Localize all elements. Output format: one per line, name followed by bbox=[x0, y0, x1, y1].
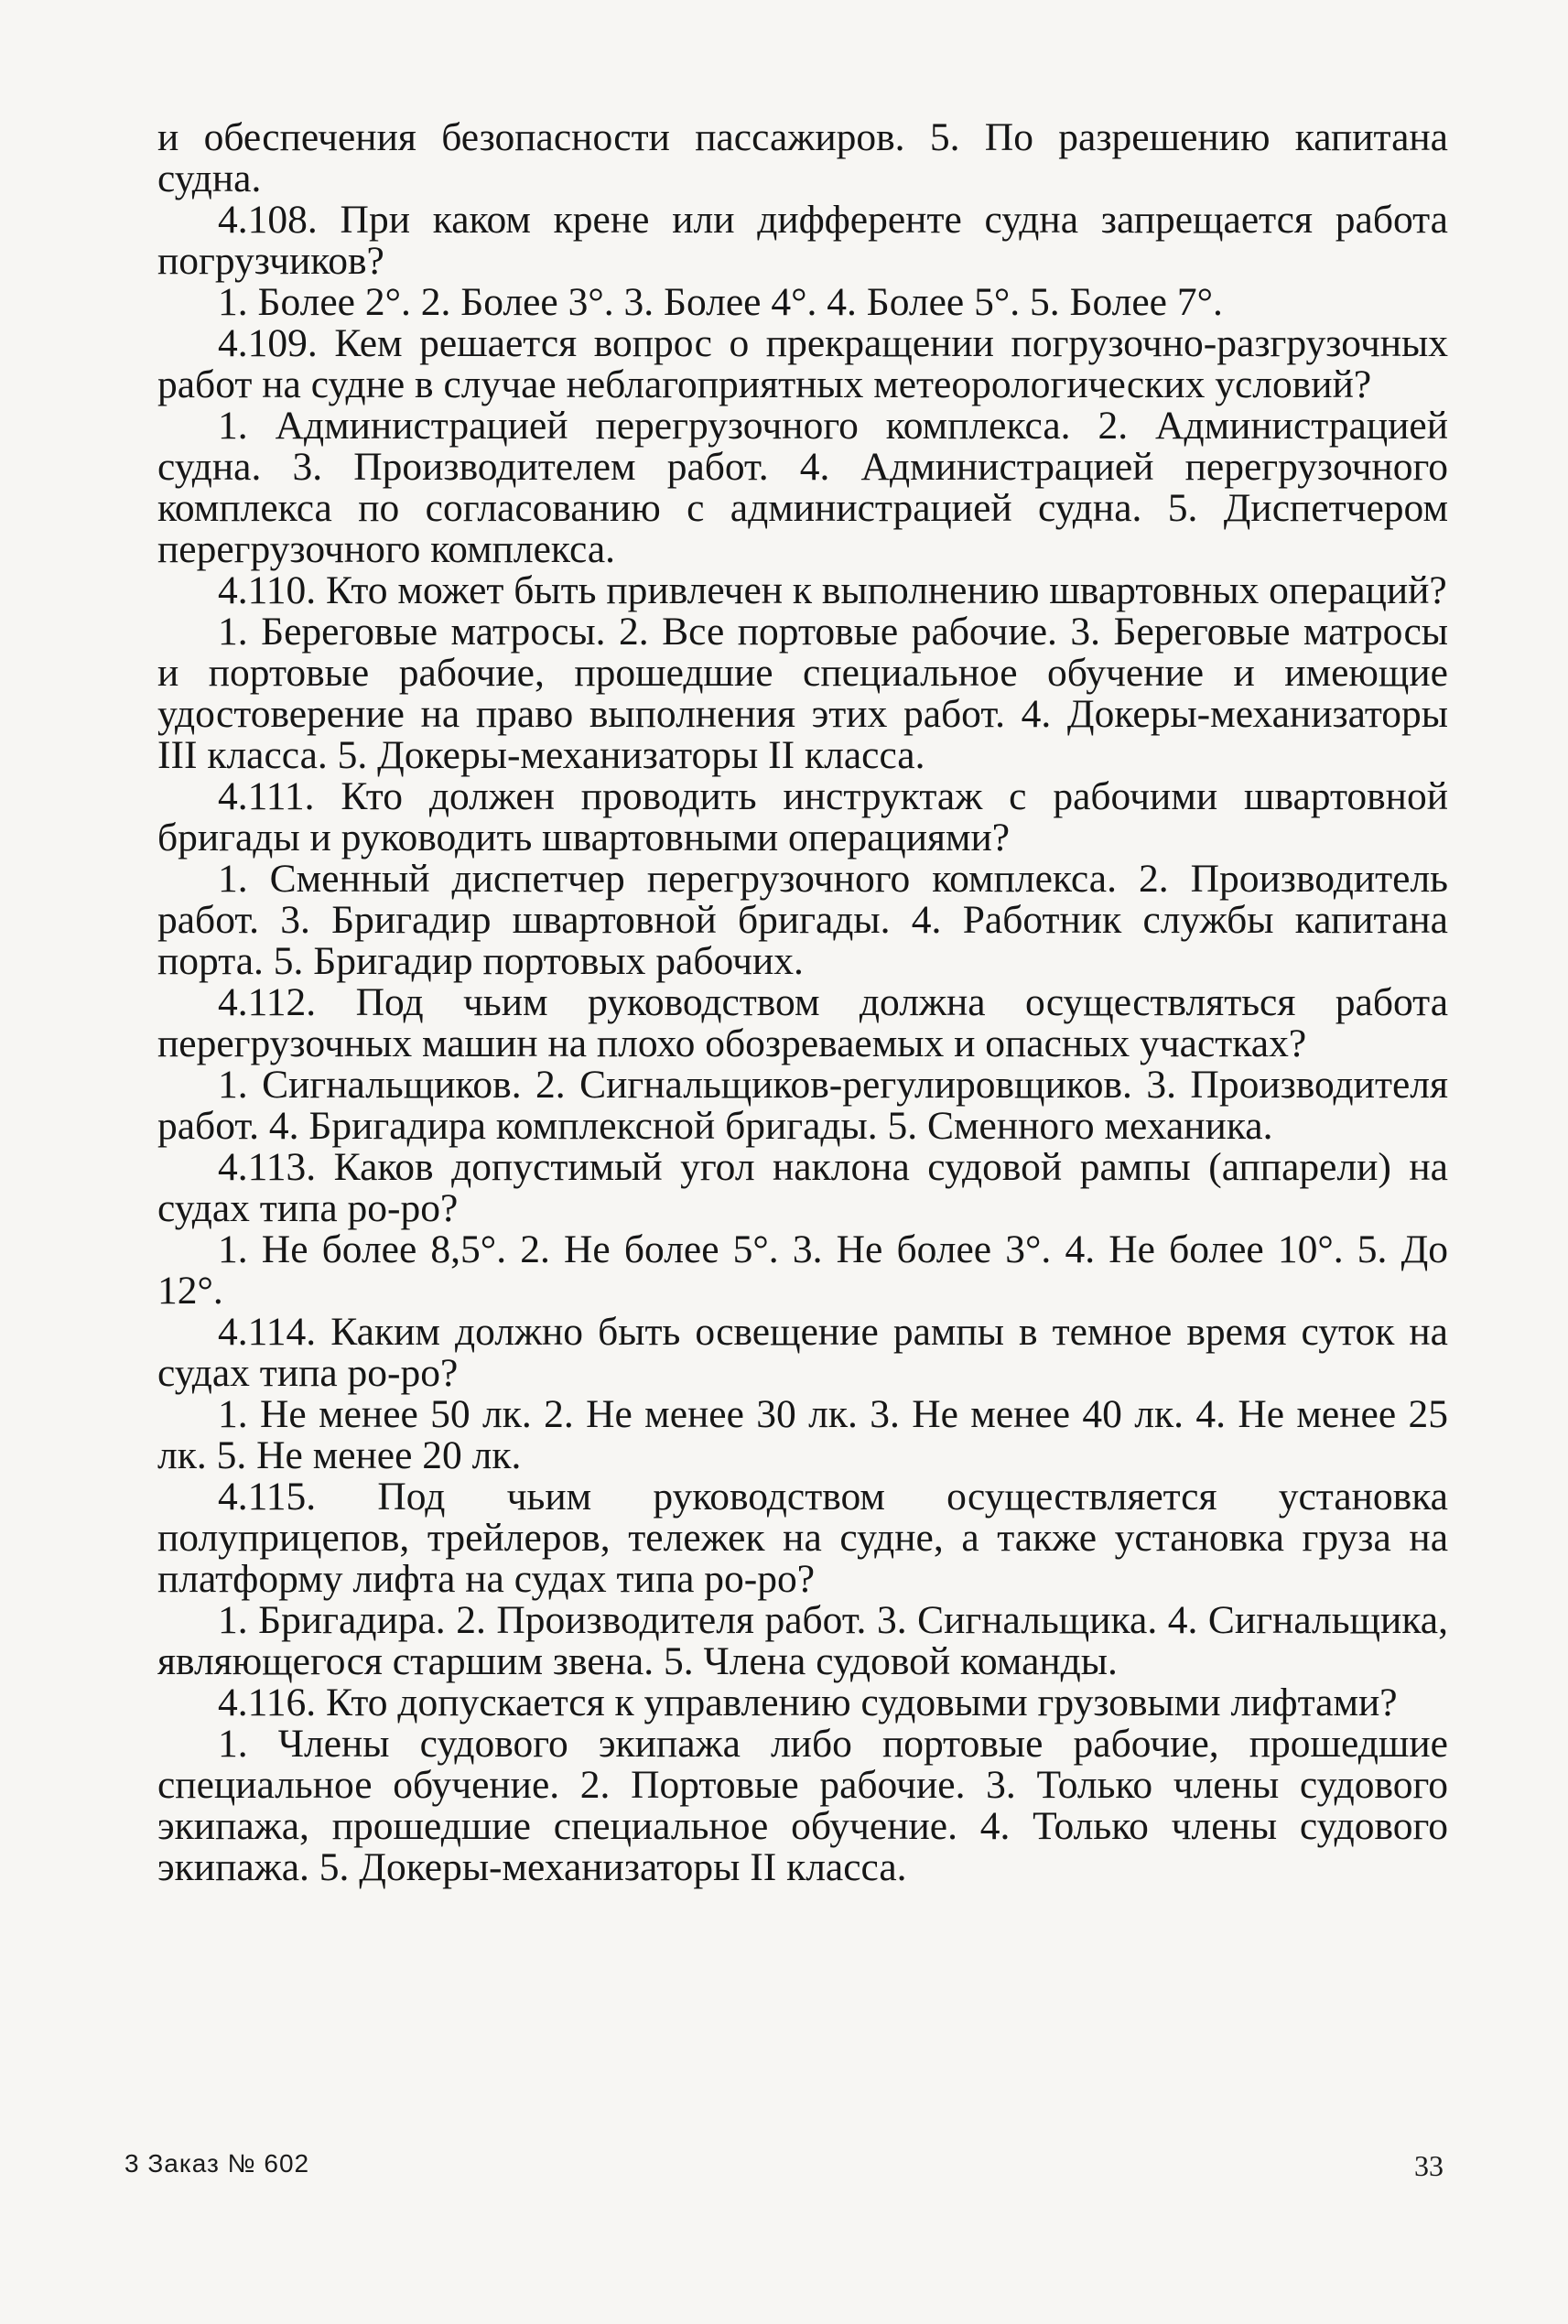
question-4-113: 4.113. Каков допустимый угол наклона судовой рампы (аппарели) на судах типа ро-ро? bbox=[157, 1145, 1448, 1230]
question-4-116: 4.116. Кто допускается к управлению судовыми грузовыми лифтами? bbox=[218, 1681, 1398, 1724]
answers-4-110: 1. Береговые матросы. 2. Все портовые рабочие. 3. Береговые матросы и портовые рабочие, прошедшие специальное обучение и имеющие удостоверение на право выполнения этих работ. 4. Докеры-механизаторы III класса. 5. Докеры-механизаторы II класса. bbox=[157, 610, 1448, 777]
answers-4-113: 1. Не более 8,5°. 2. Не более 5°. 3. Не более 3°. 4. Не более 10°. 5. До 12°. bbox=[157, 1227, 1448, 1313]
question-4-108: 4.108. При каком крене или дифференте судна запрещается работа погрузчиков? bbox=[157, 198, 1448, 283]
printer-signature: 3 Заказ № 602 bbox=[124, 2149, 310, 2178]
question-4-109: 4.109. Кем решается вопрос о прекращении погрузочно-разгрузочных работ на судне в случае неблагоприятных метеорологических условий? bbox=[157, 321, 1448, 406]
question-4-112: 4.112. Под чьим руководством должна осуществляться работа перегрузочных машин на плохо обозреваемых и опасных участках? bbox=[157, 980, 1448, 1065]
answers-4-111: 1. Сменный диспетчер перегрузочного комплекса. 2. Производитель работ. 3. Бригадир швартовной бригады. 4. Работник службы капитана порта. 5. Бригадир портовых рабочих. bbox=[157, 857, 1448, 983]
paragraph: и обеспечения безопасности пассажиров. 5. По разрешению капитана судна. bbox=[157, 115, 1448, 200]
answers-4-108: 1. Более 2°. 2. Более 3°. 3. Более 4°. 4. Более 5°. 5. Более 7°. bbox=[218, 280, 1223, 324]
answers-4-115: 1. Бригадира. 2. Производителя работ. 3. Сигнальщика. 4. Сигнальщика, являющегося старшим звена. 5. Члена судовой команды. bbox=[157, 1598, 1448, 1683]
question-4-114: 4.114. Каким должно быть освещение рампы в темное время суток на судах типа ро-ро? bbox=[157, 1310, 1448, 1395]
question-4-111: 4.111. Кто должен проводить инструктаж с рабочими швартовной бригады и руководить швартовными операциями? bbox=[157, 774, 1448, 859]
question-4-110: 4.110. Кто может быть привлечен к выполнению швартовных операций? bbox=[218, 568, 1447, 612]
answers-4-114: 1. Не менее 50 лк. 2. Не менее 30 лк. 3. Не менее 40 лк. 4. Не менее 25 лк. 5. Не менее 20 лк. bbox=[157, 1392, 1448, 1477]
page-number: 33 bbox=[1414, 2149, 1444, 2182]
page-footer bbox=[124, 2149, 1444, 2186]
answers-4-112: 1. Сигнальщиков. 2. Сигнальщиков-регулировщиков. 3. Производителя работ. 4. Бригадира комплексной бригады. 5. Сменного механика. bbox=[157, 1063, 1448, 1148]
answers-4-109: 1. Администрацией перегрузочного комплекса. 2. Администрацией судна. 3. Производителем работ. 4. Администрацией перегрузочного комплекса по согласованию с администрацией судна. 5. Диспетчером перегрузочного комплекса. bbox=[157, 404, 1448, 571]
question-4-115: 4.115. Под чьим руководством осуществляется установка полуприцепов, трейлеров, тележек на судне, а также установка груза на платформу лифта на судах типа ро-ро? bbox=[157, 1475, 1448, 1601]
page-body bbox=[157, 117, 1448, 1888]
answers-4-116: 1. Члены судового экипажа либо портовые рабочие, прошедшие специальное обучение. 2. Портовые рабочие. 3. Только члены судового экипажа, прошедшие специальное обучение. 4. Только члены судового экипажа. 5. Докеры-механизаторы II класса. bbox=[157, 1722, 1448, 1889]
